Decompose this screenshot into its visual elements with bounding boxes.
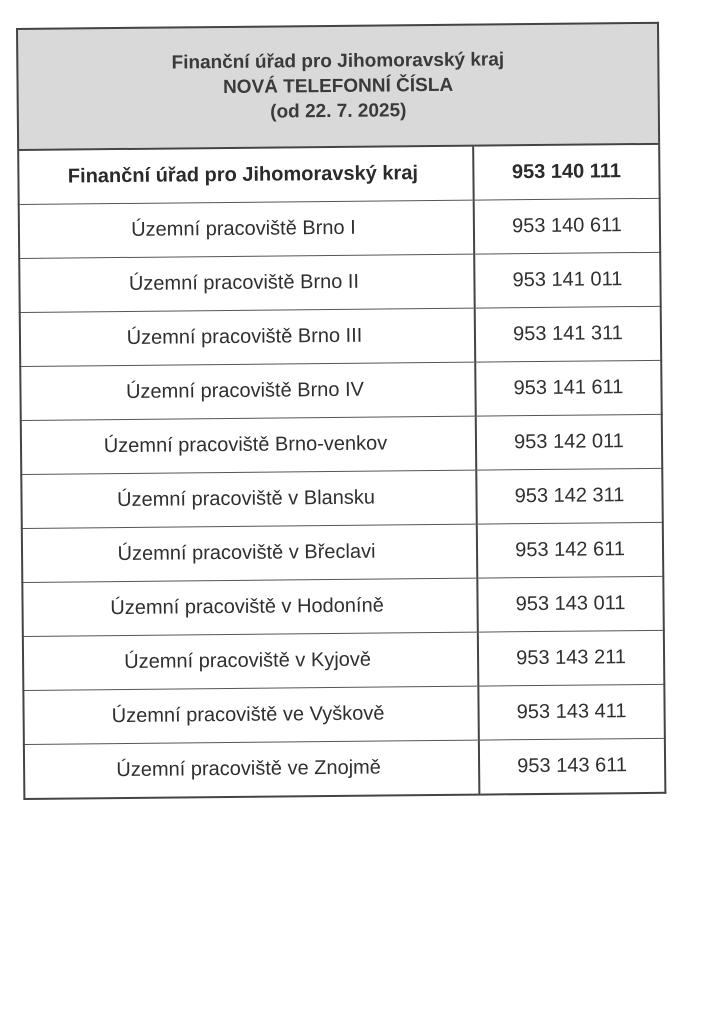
table-row <box>19 198 660 258</box>
phone-number-cell: 953 142 611 <box>477 522 664 578</box>
table-row <box>22 576 663 636</box>
phone-number-cell: 953 141 011 <box>474 252 661 308</box>
table-row <box>19 252 660 312</box>
table-row <box>23 684 664 744</box>
table-row <box>23 630 664 690</box>
office-name-cell: Územní pracoviště Brno-venkov <box>21 416 476 474</box>
phone-number-cell: 953 141 611 <box>475 360 662 416</box>
phone-number-cell: 953 143 011 <box>477 576 664 632</box>
phone-number-cell: 953 143 211 <box>478 630 665 686</box>
phone-number-cell: 953 143 411 <box>478 684 665 740</box>
office-name-cell: Územní pracoviště ve Vyškově <box>23 686 478 744</box>
office-name-cell: Územní pracoviště ve Znojmě <box>24 740 480 799</box>
phone-directory-sheet <box>16 22 666 800</box>
office-name-cell: Územní pracoviště Brno I <box>19 200 474 258</box>
phone-number-cell: 953 143 611 <box>479 738 666 794</box>
header-office-title: Finanční úřad pro Jihomoravský kraj <box>171 49 505 74</box>
office-name-cell: Územní pracoviště Brno II <box>19 254 474 312</box>
header-effective-date: (od 22. 7. 2025) <box>270 100 407 123</box>
office-name-cell: Územní pracoviště v Hodoníně <box>22 578 477 636</box>
office-name-cell: Územní pracoviště v Břeclavi <box>22 524 477 582</box>
phone-number-cell: 953 142 311 <box>476 468 663 524</box>
table-row <box>21 468 662 528</box>
phone-number-table <box>17 143 666 800</box>
table-row <box>21 414 662 474</box>
office-name-cell: Finanční úřad pro Jihomoravský kraj <box>18 146 474 205</box>
phone-number-cell: 953 142 011 <box>476 414 663 470</box>
table-row <box>24 738 665 799</box>
document-header <box>16 22 660 149</box>
table-row-main-office <box>18 144 659 205</box>
table-row <box>20 306 661 366</box>
office-name-cell: Územní pracoviště v Kyjově <box>23 632 478 690</box>
phone-number-cell: 953 140 611 <box>474 198 661 254</box>
phone-number-cell: 953 140 111 <box>473 144 660 200</box>
header-announcement-title: NOVÁ TELEFONNÍ ČÍSLA <box>222 74 454 99</box>
table-row <box>22 522 663 582</box>
phone-number-cell: 953 141 311 <box>475 306 662 362</box>
office-name-cell: Územní pracoviště Brno IV <box>20 362 475 420</box>
office-name-cell: Územní pracoviště Brno III <box>20 308 475 366</box>
office-name-cell: Územní pracoviště v Blansku <box>21 470 476 528</box>
table-row <box>20 360 661 420</box>
